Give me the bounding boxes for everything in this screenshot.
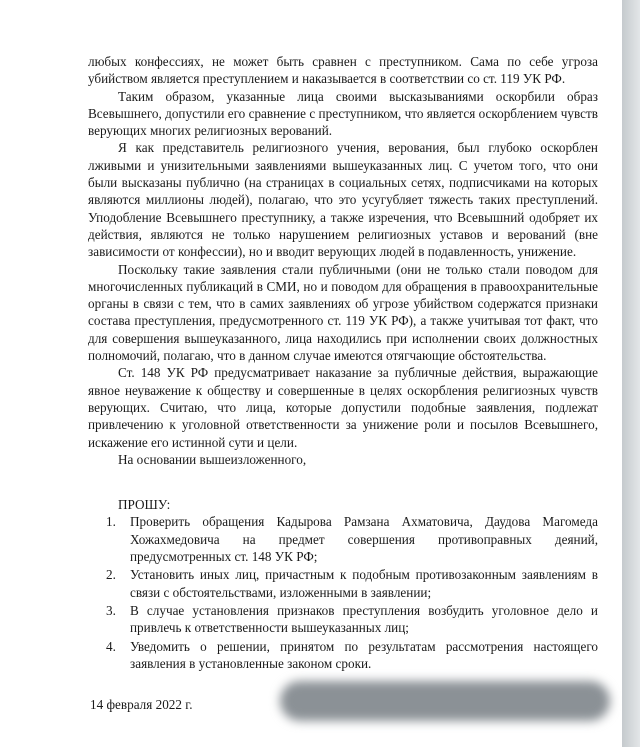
request-number: 2. (106, 567, 116, 583)
request-text: В случае установления признаков преступления возбудить уголовное дело и привлечь к ответственности вышеуказанных лиц; (130, 602, 598, 636)
request-item (106, 602, 598, 637)
paragraph-4: Поскольку такие заявления стали публичными (они не только стали поводом для многочисленных публикаций в СМИ, но и поводом для обращения в правоохранительные органы в связи с тем, что в самих заявлениях об угрозе убийством содержатся признаки состава преступления, предусмотренного ст. 119 УК РФ), а также учитывая тот факт, что для совершения вышеуказанного, лица находились при исполнении своих должностных полномочий, полагаю, что в данном случае имеются отягчающие обстоятельства. (88, 261, 598, 364)
paragraph-5: Ст. 148 УК РФ предусматривает наказание за публичные действия, выражающие явное неуважение к обществу и совершенные в целях оскорбления религиозных чувств верующих. Считаю, что лица, которые допустили подобные заявления, подлежат привлечению к уголовной ответственности за унижение роли и посылов Всевышнего, искажение его истинной сути и цели. (88, 365, 598, 450)
request-number: 3. (106, 602, 116, 618)
request-item (106, 638, 598, 673)
request-text: Уведомить о решении, принятом по результатам рассмотрения настоящего заявления в установленные законом сроки. (130, 638, 598, 671)
request-text: Установить иных лиц, причастным к подобным противозаконным заявлениям в связи с обстоятельствами, изложенными в заявлении; (130, 567, 598, 600)
paragraph-1: любых конфессиях, не может быть сравнен с преступником. Сама по себе угроза убийством является преступлением и наказывается в соответствии со ст. 119 УК РФ. (88, 54, 598, 87)
page-edge-background (622, 0, 640, 747)
document-body (88, 53, 598, 673)
request-item (106, 513, 598, 565)
document-date: 14 февраля 2022 г. (90, 697, 193, 712)
request-text: Проверить обращения Кадырова Рамзана Ахматовича, Даудова Магомеда Хожахмедовича на предмет совершения противоправных деяний, предусмотренных ст. 148 УК РФ; (130, 514, 598, 565)
request-heading: ПРОШУ: (118, 497, 171, 513)
paragraph-2: Таким образом, указанные лица своими высказываниями оскорбили образ Всевышнего, допустили его сравнение с преступником, что является оскорблением чувств верующих многих религиозных верований. (88, 88, 598, 139)
request-number: 1. (106, 514, 116, 530)
redacted-signature (280, 681, 610, 721)
paragraph-3: Я как представитель религиозного учения, верования, был глубоко оскорблен лживыми и унизительными заявлениями вышеуказанных лиц. С учетом того, что они были высказаны публично (на страницах в социальных сетях, подписчиками на которых являются миллионы людей), полагаю, что это усугубляет тяжесть таких преступлений. Уподобление Всевышнего преступнику, а также изречения, что Всевышний одобряет их действия, являются не только нарушением религиозных уставов и верований (вне зависимости от конфессии), но и вводит верующих людей в подавленность, унижение. (88, 140, 598, 260)
request-item (106, 566, 598, 601)
request-number: 4. (106, 638, 116, 654)
request-list (88, 513, 598, 672)
paragraph-6: На основании вышеизложенного, (118, 451, 307, 467)
